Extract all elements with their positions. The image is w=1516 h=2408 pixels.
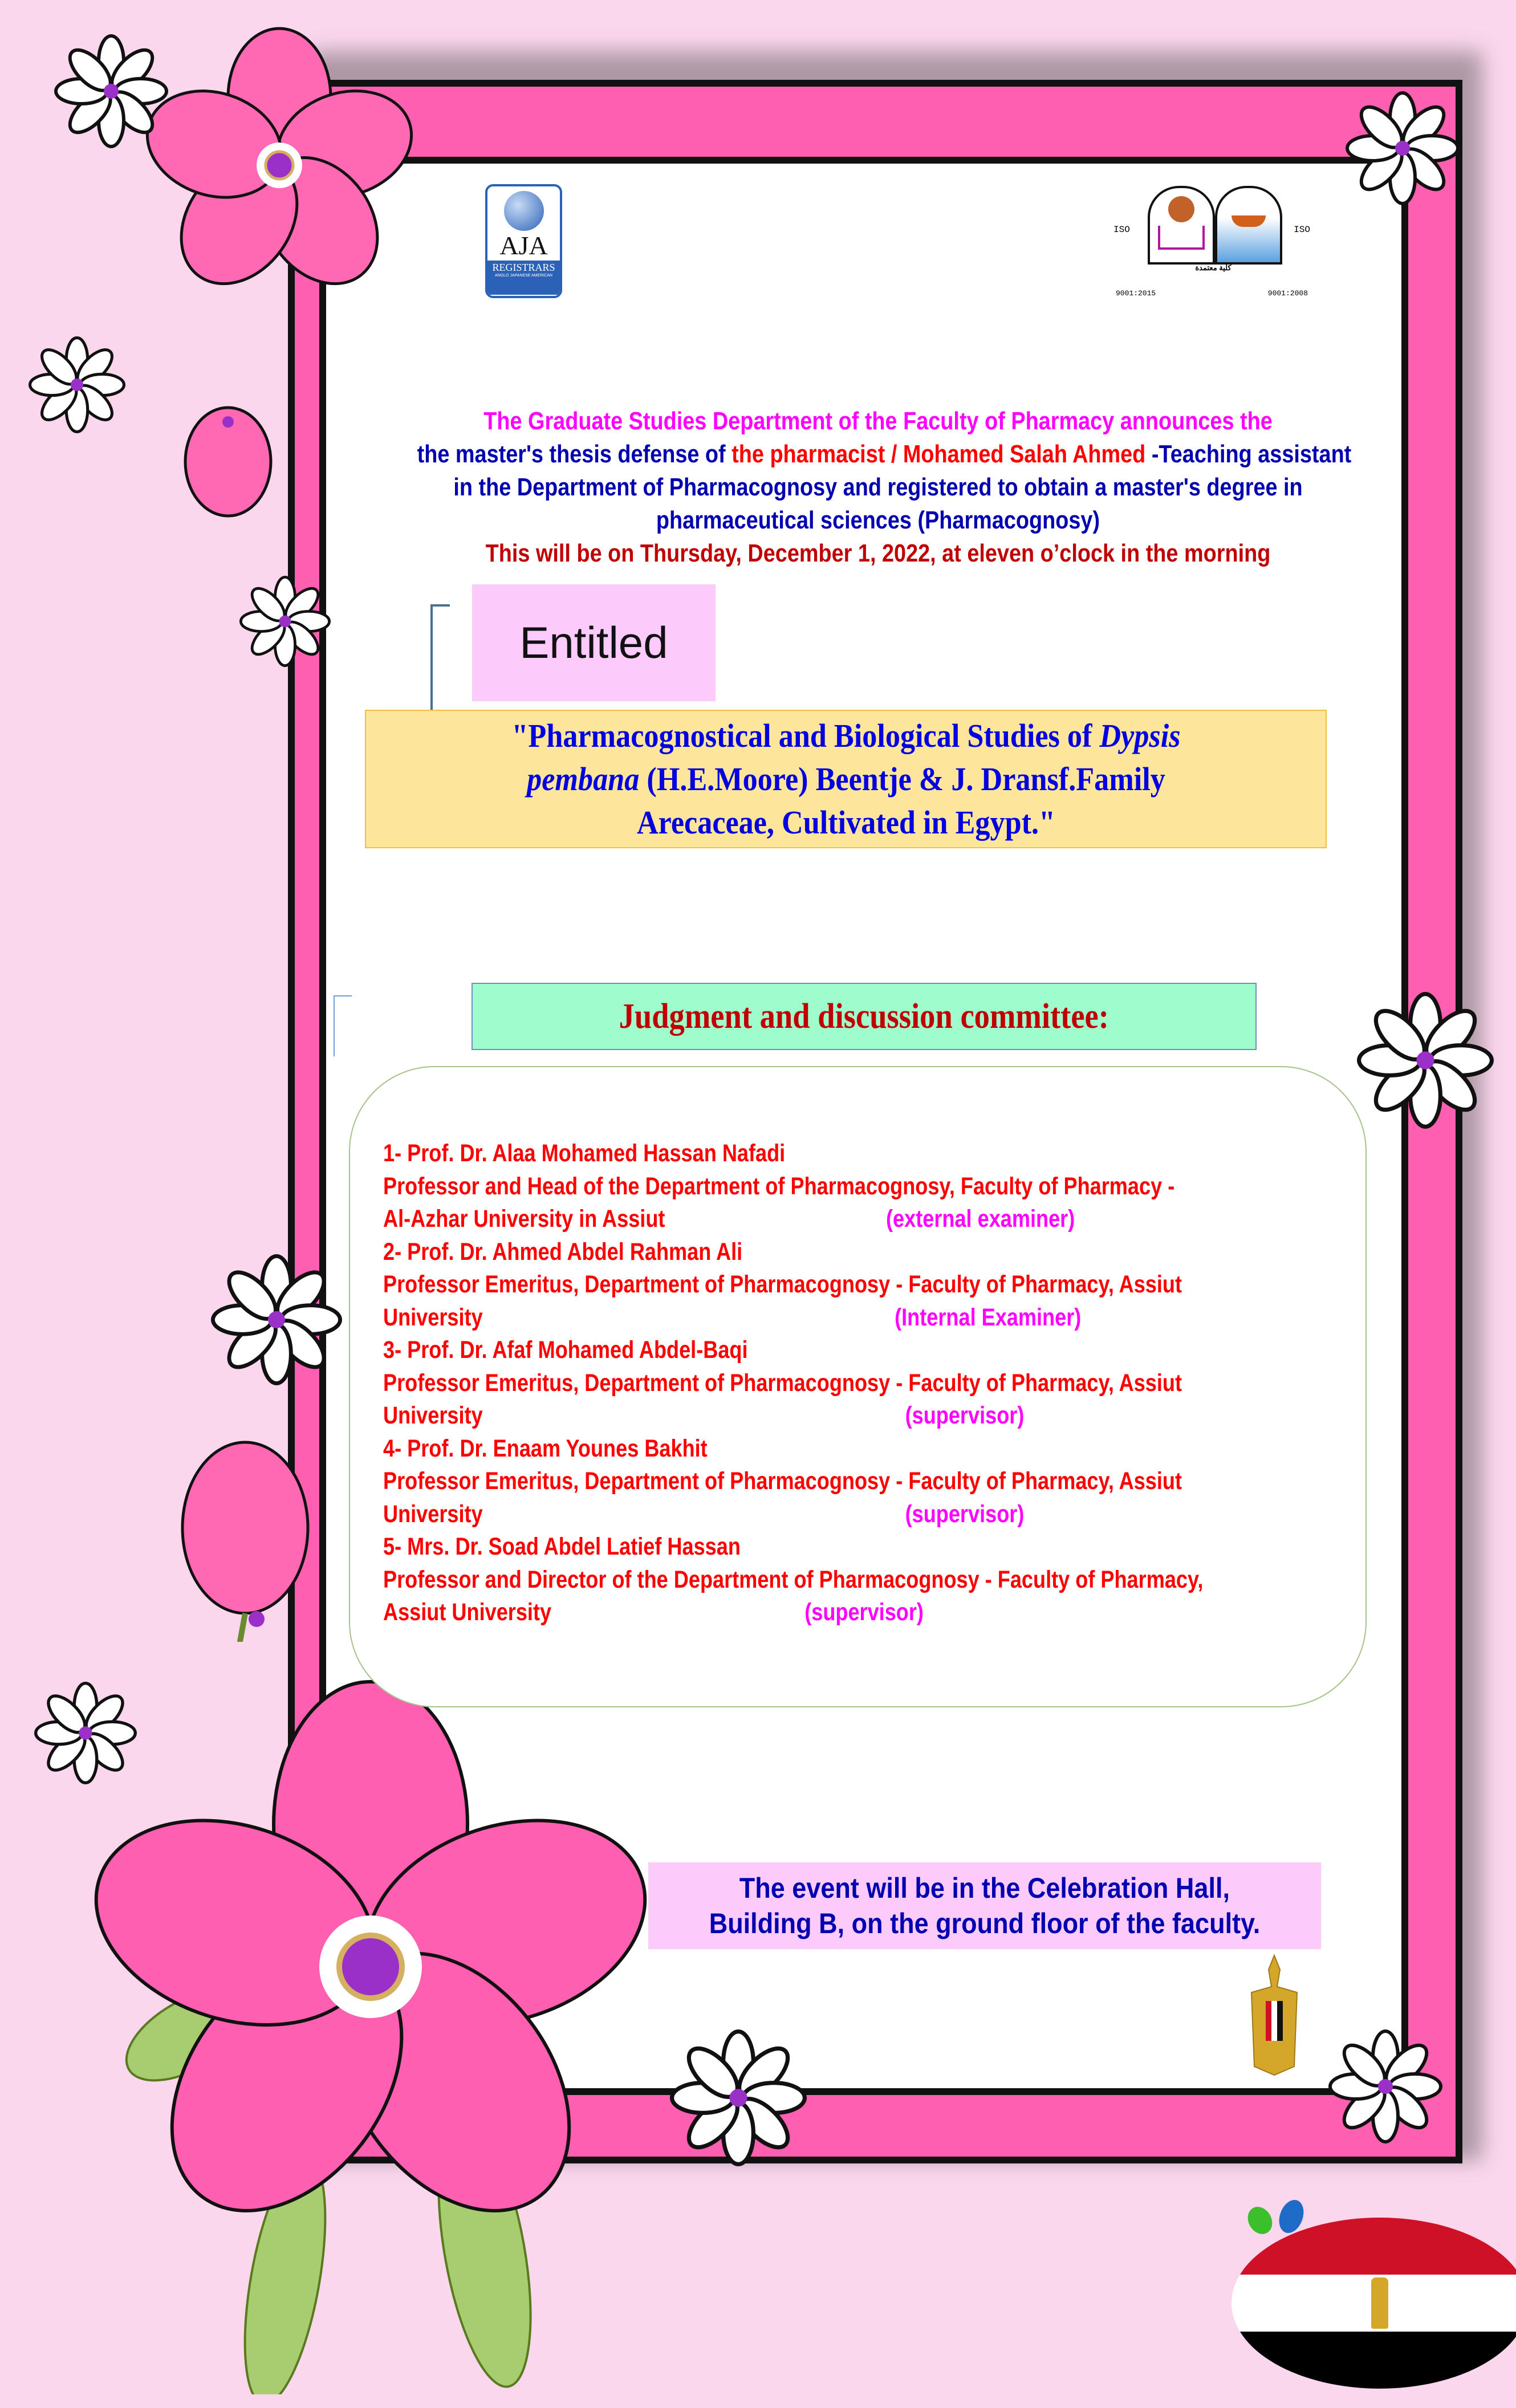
candidate-name: the pharmacist / Mohamed Salah Ahmed — [731, 440, 1146, 468]
member-name: 4- Prof. Dr. Enaam Younes Bakhit — [383, 1434, 708, 1462]
committee-heading: Judgment and discussion committee: — [619, 996, 1109, 1036]
member-affiliation: Professor and Head of the Department of Pharmacognosy, Faculty of Pharmacy - — [383, 1172, 1175, 1200]
egypt-flag — [1232, 2218, 1516, 2389]
member-affiliation: Professor Emeritus, Department of Pharmacognosy - Faculty of Pharmacy, Assiut — [383, 1369, 1182, 1397]
member-affiliation: Professor and Director of the Department of Pharmacognosy - Faculty of Pharmacy, — [383, 1565, 1204, 1593]
title-part: "Pharmacognostical and Biological Studies of — [511, 717, 1099, 754]
bowl-of-hygieia-icon — [1232, 215, 1266, 227]
member-name: 5- Mrs. Dr. Soad Abdel Latief Hassan — [383, 1533, 741, 1560]
iso-left-label: ISO — [1113, 225, 1130, 235]
sun-icon — [1168, 196, 1194, 222]
pink-flower-icon — [137, 23, 422, 308]
pink-bud-icon — [171, 399, 285, 524]
daisy-icon — [670, 2029, 807, 2166]
committee-member — [383, 1137, 1352, 1236]
committee-heading-box — [472, 983, 1257, 1050]
flag-white-stripe — [1232, 2275, 1516, 2332]
daisy-icon — [34, 1682, 137, 1784]
committee-member — [383, 1236, 1352, 1335]
bracket-connector — [430, 604, 450, 715]
affiliation-text: University — [383, 1500, 483, 1528]
member-affiliation-cont — [383, 1498, 1197, 1531]
candidate-role: -Teaching assistant — [1145, 440, 1352, 468]
venue-line-1: The event will be in the Celebration Hall, — [739, 1872, 1230, 1904]
committee-members — [383, 1137, 1352, 1629]
entitled-label-box — [472, 584, 716, 701]
assiut-university-emblem — [1148, 186, 1215, 265]
affiliation-text: University — [383, 1402, 483, 1429]
tagline-text: ANGLO JAPANESE AMERICAN — [494, 274, 552, 278]
committee-member — [383, 1334, 1352, 1433]
daisy-icon — [1357, 992, 1494, 1129]
member-role: (external examiner) — [886, 1205, 1075, 1233]
accreditation-text: كلية معتمدة — [1195, 263, 1232, 272]
daisy-icon — [1328, 2029, 1442, 2143]
defense-text: the master's thesis defense of — [417, 440, 732, 468]
globe-icon — [504, 191, 544, 231]
thesis-title — [461, 714, 1231, 844]
member-role: (Internal Examiner) — [895, 1303, 1082, 1331]
member-role: (supervisor) — [905, 1500, 1025, 1528]
affiliation-text: University — [383, 1303, 483, 1331]
iso-cert-left: 9001:2015 — [1116, 289, 1156, 298]
pharmacy-faculty-emblem — [1215, 186, 1282, 265]
species-name: pembana — [526, 760, 639, 798]
faculty-iso-logo — [1113, 184, 1310, 303]
aja-registrars-logo — [485, 184, 562, 298]
member-name: 1- Prof. Dr. Alaa Mohamed Hassan Nafadi — [383, 1140, 786, 1167]
entitled-label: Entitled — [519, 617, 668, 668]
announcement-line-1: The Graduate Studies Department of the Faculty of Pharmacy announces the — [483, 407, 1273, 435]
announcement-line-4: pharmaceutical sciences (Pharmacognosy) — [656, 506, 1100, 534]
daisy-icon — [211, 1254, 342, 1385]
daisy-icon — [1346, 91, 1460, 205]
eagle-icon — [1371, 2277, 1388, 2329]
venue-line-2: Building B, on the ground floor of the faculty. — [709, 1907, 1261, 1939]
announcement-line-3: in the Department of Pharmacognosy and registered to obtain a master's degree in — [453, 473, 1303, 501]
flag-red-stripe — [1232, 2218, 1516, 2275]
bracket-connector — [334, 995, 352, 1056]
member-role: (supervisor) — [905, 1402, 1025, 1429]
member-affiliation: Professor Emeritus, Department of Pharmacognosy - Faculty of Pharmacy, Assiut — [383, 1271, 1182, 1298]
egypt-eagle-emblem-icon — [1249, 1953, 1300, 2084]
announcement-line-2 — [417, 438, 1352, 471]
announcement — [342, 405, 1414, 570]
member-name: 3- Prof. Dr. Afaf Mohamed Abdel-Baqi — [383, 1336, 748, 1364]
member-affiliation: Professor Emeritus, Department of Pharmacognosy - Faculty of Pharmacy, Assiut — [383, 1467, 1182, 1495]
member-affiliation-cont — [383, 1203, 1197, 1236]
daisy-icon — [239, 576, 331, 667]
iso-cert-right: 9001:2008 — [1267, 289, 1308, 298]
flag-black-stripe — [1232, 2332, 1516, 2389]
daisy-icon — [29, 336, 125, 433]
iso-right-label: ISO — [1294, 225, 1310, 235]
aja-text: AJA — [499, 231, 548, 260]
member-affiliation-cont — [383, 1400, 1197, 1433]
registrars-text: REGISTRARS — [492, 262, 555, 273]
member-affiliation-cont — [383, 1301, 1197, 1335]
daisy-icon — [54, 34, 168, 148]
member-affiliation-cont — [383, 1596, 1197, 1629]
affiliation-text: Al-Azhar University in Assiut — [383, 1205, 665, 1233]
committee-member — [383, 1531, 1352, 1629]
committee-member — [383, 1433, 1352, 1531]
affiliation-text: Assiut University — [383, 1598, 552, 1626]
venue-box — [648, 1862, 1321, 1949]
thesis-title-box — [365, 710, 1327, 848]
genus-name: Dypsis — [1099, 717, 1181, 754]
title-rest: (H.E.Moore) Beentje & J. Dransf.Family Arecaceae, Cultivated in Egypt." — [636, 760, 1165, 841]
defense-date: This will be on Thursday, December 1, 2022, at eleven o’clock in the morning — [485, 539, 1271, 567]
member-role: (supervisor) — [804, 1598, 924, 1626]
member-name: 2- Prof. Dr. Ahmed Abdel Rahman Ali — [383, 1238, 743, 1266]
egypt-flag-balloon-icon — [1243, 2202, 1277, 2238]
